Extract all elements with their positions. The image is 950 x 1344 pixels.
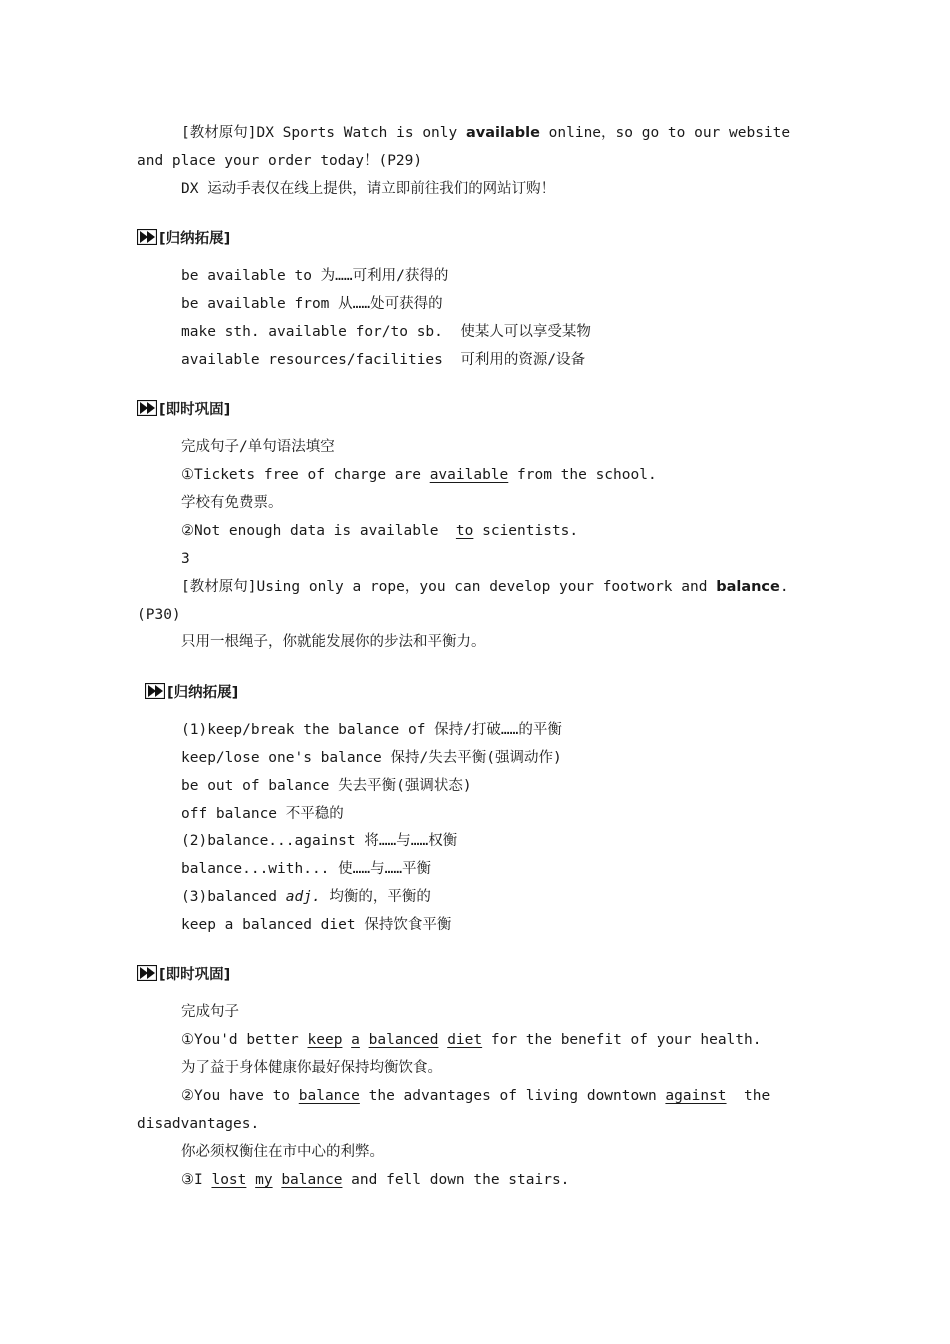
exercise-sentence: ①Tickets free of charge are available from the school. [181,467,657,483]
source-sentence-line-2: and place your order today！(P29) [137,153,423,169]
phrase-item: (2)balance...against 将……与……权衡 [181,833,458,849]
phrase-item: available resources/facilities 可利用的资源/设备 [181,352,586,368]
exercise-title: 完成句子 [181,1004,239,1020]
exercise-sentence: ①You'd better keep a balanced diet for the benefit of your health. [181,1032,762,1048]
phrase-item: keep a balanced diet 保持饮食平衡 [181,917,452,933]
phrase-item: be available from 从……处可获得的 [181,296,443,312]
source-translation: 只用一根绳子，你就能发展你的步法和平衡力。 [181,634,486,650]
play-arrow-icon [137,400,157,416]
answer-blank: keep [307,1032,343,1048]
section-header: [归纳拓展] [145,680,238,702]
item-number: 3 [181,551,190,567]
source-sentence-line-1: [教材原句]DX Sports Watch is only available online，so go to our website [181,125,791,141]
exercise-title: 完成句子/单句语法填空 [181,439,335,455]
section-header: [归纳拓展] [137,226,230,248]
play-arrow-icon [145,683,165,699]
answer-blank: balanced [368,1032,439,1048]
answer-blank: diet [447,1032,483,1048]
exercise-sentence: ③I lost my balance and fell down the stairs. [181,1172,570,1188]
play-arrow-icon [137,229,157,245]
key-word: balance [716,579,780,595]
answer-blank: lost [211,1172,247,1188]
source-sentence-line-2: (P30) [137,607,181,623]
phrase-item: off balance 不平稳的 [181,806,344,822]
phrase-item: balance...with... 使……与……平衡 [181,861,432,877]
phrase-item: be out of balance 失去平衡(强调状态) [181,778,472,794]
source-translation: DX 运动手表仅在线上提供，请立即前往我们的网站订购！ [181,181,556,197]
section-header: [即时巩固] [137,397,230,419]
answer-blank: balance [298,1088,360,1104]
answer-blank: balance [281,1172,343,1188]
answer-blank: a [351,1032,360,1048]
key-word: available [465,125,540,141]
exercise-translation: 学校有免费票。 [181,495,283,511]
answer-blank: against [665,1088,727,1104]
answer-blank: available [429,467,509,483]
answer-blank: my [255,1172,273,1188]
part-of-speech: adj. [285,889,321,905]
play-arrow-icon [137,965,157,981]
phrase-item: keep/lose one's balance 保持/失去平衡(强调动作) [181,750,562,766]
phrase-item: be available to 为……可利用/获得的 [181,268,449,284]
exercise-translation: 你必须权衡住在市中心的利弊。 [181,1144,384,1160]
exercise-sentence: ②You have to balance the advantages of living downtown against the [181,1088,771,1104]
phrase-item: (1)keep/break the balance of 保持/打破……的平衡 [181,722,562,738]
exercise-translation: 为了益于身体健康你最好保持均衡饮食。 [181,1060,442,1076]
section-header: [即时巩固] [137,962,230,984]
exercise-sentence-continued: disadvantages. [137,1116,260,1132]
source-sentence-line-1: [教材原句]Using only a rope，you can develop your footwork and balance. [181,579,789,595]
phrase-item: (3)balanced adj. 均衡的，平衡的 [181,889,431,905]
answer-blank: to [455,523,474,539]
phrase-item: make sth. available for/to sb. 使某人可以享受某物 [181,324,591,340]
exercise-sentence: ②Not enough data is available to scientists. [181,523,579,539]
